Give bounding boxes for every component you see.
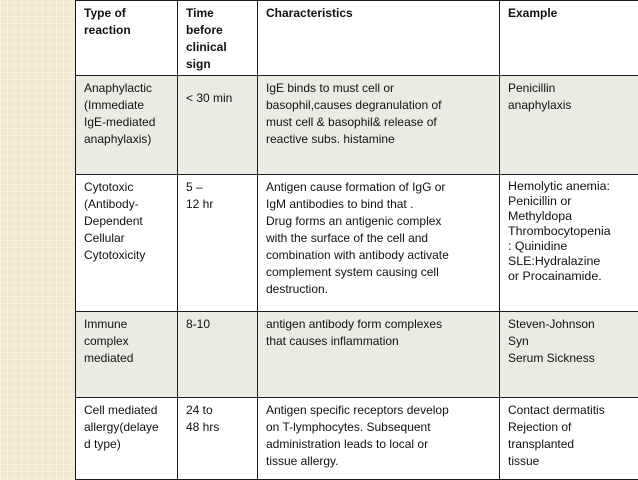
- cell-time: < 30 min: [178, 76, 258, 175]
- header-type: Type of reaction: [76, 1, 178, 76]
- cell-example: Penicillin anaphylaxis: [500, 76, 638, 175]
- header-characteristics: Characteristics: [258, 1, 500, 76]
- cell-characteristics: antigen antibody form complexes that causes inflammation: [258, 312, 500, 398]
- cell-example: Hemolytic anemia: Penicillin or Methyldopa Thrombocytopenia : Quinidine SLE:Hydralazine or Procainamide.: [500, 175, 638, 312]
- header-row: [76, 1, 638, 76]
- cell-characteristics: IgE binds to must cell or basophil,causes degranulation of must cell & basophil& release of reactive subs. histamine: [258, 76, 500, 175]
- header-time: Time before clinical sign: [178, 1, 258, 76]
- cell-characteristics: Antigen cause formation of IgG or IgM antibodies to bind that . Drug forms an antigenic complex with the surface of the cell and combination with antibody activate complement system causing cell destruction.: [258, 175, 500, 312]
- cell-time: 8-10: [178, 312, 258, 398]
- cell-example: Contact dermatitis Rejection of transplanted tissue: [500, 398, 638, 480]
- cell-example: Steven-Johnson Syn Serum Sickness: [500, 312, 638, 398]
- cell-type: Anaphylactic (Immediate IgE-mediated anaphylaxis): [76, 76, 178, 175]
- table-row: [76, 175, 638, 312]
- cell-type: Cytotoxic (Antibody- Dependent Cellular Cytotoxicity: [76, 175, 178, 312]
- cell-characteristics: Antigen specific receptors develop on T-lymphocytes. Subsequent administration leads to local or tissue allergy.: [258, 398, 500, 480]
- reaction-table-container: [75, 0, 638, 479]
- cell-time: 24 to 48 hrs: [178, 398, 258, 480]
- cell-type: Immune complex mediated: [76, 312, 178, 398]
- table-row: [76, 398, 638, 480]
- reaction-table: [75, 0, 638, 480]
- cell-time: 5 – 12 hr: [178, 175, 258, 312]
- cell-type: Cell mediated allergy(delaye d type): [76, 398, 178, 480]
- table-row: [76, 76, 638, 175]
- table-row: [76, 312, 638, 398]
- header-example: Example: [500, 1, 638, 76]
